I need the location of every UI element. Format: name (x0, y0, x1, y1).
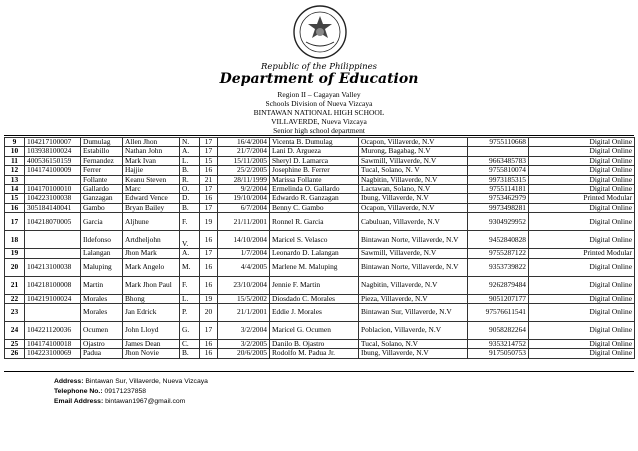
age-cell: 16 (200, 276, 218, 294)
row-number: 10 (5, 147, 25, 156)
lrn-cell: 104218070005 (25, 213, 81, 231)
footer-address: Address: Bintawan Sur, Villaverde, Nueva Vizcaya (54, 378, 208, 385)
age-cell: 17 (200, 249, 218, 258)
age-cell: 17 (200, 203, 218, 212)
address-cell: Tucal, Solano, N.V (359, 340, 468, 349)
middle-initial-cell: A. (180, 147, 200, 156)
school-name: BINTAWAN NATIONAL HIGH SCHOOL (253, 108, 385, 117)
row-number: 11 (5, 156, 25, 165)
lrn-cell (25, 249, 81, 258)
birthdate-cell: 14/10/2004 (218, 231, 270, 249)
first-name-cell: Edward Vence (123, 194, 180, 203)
modality-cell: Digital Online (529, 231, 635, 249)
lrn-cell: 104174100018 (25, 340, 81, 349)
guardian-cell: Jennie F. Martin (270, 276, 359, 294)
region-line: Region II – Cagayan Valley (277, 90, 361, 99)
contact-cell: 9753462979 (468, 194, 529, 203)
table-row (5, 147, 635, 156)
address-cell: Ocapon, Villaverde, N.V (359, 203, 468, 212)
contact-cell: 9051207177 (468, 294, 529, 303)
last-name-cell: Dumulag (81, 138, 123, 147)
middle-initial-cell: D. (180, 194, 200, 203)
contact-cell: 9353214752 (468, 340, 529, 349)
birthdate-cell: 3/2/2005 (218, 340, 270, 349)
middle-initial-cell: R. (180, 175, 200, 184)
guardian-cell: Diosdado C. Morales (270, 294, 359, 303)
town-line: VILLAVERDE, Nueva Vizcaya (271, 117, 367, 126)
contact-cell: 9755810074 (468, 166, 529, 175)
modality-cell: Digital Online (529, 294, 635, 303)
footer-email: Email Address: bintawan1967@gmail.com (54, 398, 186, 405)
middle-initial-cell: N. (180, 138, 200, 147)
birthdate-cell: 4/4/2005 (218, 258, 270, 276)
age-cell: 16 (200, 231, 218, 249)
address-cell: Sawmill, Villaverde, N.V (359, 249, 468, 258)
modality-cell: Digital Online (529, 185, 635, 194)
age-cell: 17 (200, 322, 218, 340)
table-row (5, 185, 635, 194)
middle-initial-cell: L. (180, 156, 200, 165)
lrn-cell: 305184140041 (25, 203, 81, 212)
modality-cell: Digital Online (529, 213, 635, 231)
row-number: 14 (5, 185, 25, 194)
table-row (5, 276, 635, 294)
age-cell: 21 (200, 175, 218, 184)
modality-cell: Digital Online (529, 147, 635, 156)
contact-cell: 9755114181 (468, 185, 529, 194)
table-row (5, 258, 635, 276)
contact-cell: 9973498281 (468, 203, 529, 212)
lrn-cell: 104221120036 (25, 322, 81, 340)
lrn-cell: 103938100024 (25, 147, 81, 156)
birthdate-cell: 19/10/2004 (218, 194, 270, 203)
table-row (5, 203, 635, 212)
table-row (5, 249, 635, 258)
modality-cell: Digital Online (529, 304, 635, 322)
guardian-cell: Eddie J. Morales (270, 304, 359, 322)
modality-cell: Printed Modular (529, 249, 635, 258)
row-number: 20 (5, 258, 25, 276)
row-number: 18 (5, 231, 25, 249)
age-cell: 16 (200, 166, 218, 175)
row-number: 24 (5, 322, 25, 340)
address-cell: Tucal, Solano, N. V (359, 166, 468, 175)
last-name-cell: Maluping (81, 258, 123, 276)
bottom-divider (4, 371, 634, 372)
address-cell: Murong, Bagabag, N.V (359, 147, 468, 156)
division-line: Schools Division of Nueva Vizcaya (265, 99, 373, 108)
age-cell: 16 (200, 340, 218, 349)
middle-initial-cell: B. (180, 203, 200, 212)
birthdate-cell: 16/4/2004 (218, 138, 270, 147)
address-cell: Lactawan, Solano, N.V (359, 185, 468, 194)
middle-initial-cell: M. (180, 258, 200, 276)
contact-cell: 9058282264 (468, 322, 529, 340)
birthdate-cell: 28/11/1999 (218, 175, 270, 184)
guardian-cell: Danilo B. Ojastro (270, 340, 359, 349)
first-name-cell: Hajjie (123, 166, 180, 175)
guardian-cell: Vicenta B. Dumulag (270, 138, 359, 147)
contact-cell: 9353739822 (468, 258, 529, 276)
last-name-cell: Ocumen (81, 322, 123, 340)
row-number: 16 (5, 203, 25, 212)
lrn-cell (25, 304, 81, 322)
middle-initial-cell: B. (180, 166, 200, 175)
last-name-cell: Ildefonso (81, 231, 123, 249)
table-row (5, 294, 635, 303)
first-name-cell: Nathan John (123, 147, 180, 156)
modality-cell: Digital Online (529, 203, 635, 212)
first-name-cell: Jan Edrick (123, 304, 180, 322)
lrn-cell: 104223100069 (25, 349, 81, 358)
guardian-cell: Rodolfo M. Padua Jr. (270, 349, 359, 358)
lrn-cell: 104174100009 (25, 166, 81, 175)
contact-cell: 9304929952 (468, 213, 529, 231)
age-cell: 17 (200, 147, 218, 156)
row-number: 25 (5, 340, 25, 349)
contact-cell (468, 147, 529, 156)
modality-cell: Digital Online (529, 322, 635, 340)
address-cell: Bintawan Sur, Villaverde, N.V (359, 304, 468, 322)
first-name-cell: Marc (123, 185, 180, 194)
row-number: 13 (5, 175, 25, 184)
lrn-cell: 104218100008 (25, 276, 81, 294)
first-name-cell: Mark Angelo (123, 258, 180, 276)
row-number: 23 (5, 304, 25, 322)
birthdate-cell: 15/5/2002 (218, 294, 270, 303)
lrn-cell: 104217100007 (25, 138, 81, 147)
modality-cell: Digital Online (529, 276, 635, 294)
birthdate-cell: 21/7/2004 (218, 147, 270, 156)
address-cell: Sawmill, Villaverde, N.V (359, 156, 468, 165)
guardian-cell: Edwardo R. Ganzagan (270, 194, 359, 203)
table-row (5, 138, 635, 147)
modality-cell: Digital Online (529, 340, 635, 349)
guardian-cell: Maricel S. Velasco (270, 231, 359, 249)
table-row (5, 166, 635, 175)
table-row (5, 349, 635, 358)
birthdate-cell: 23/10/2004 (218, 276, 270, 294)
modality-cell: Digital Online (529, 138, 635, 147)
age-cell: 17 (200, 138, 218, 147)
middle-initial-cell: L. (180, 294, 200, 303)
address-cell: Pieza, Villaverde, N.V (359, 294, 468, 303)
last-name-cell: Gallardo (81, 185, 123, 194)
address-cell: Ibung, Villaverde, N.V (359, 349, 468, 358)
row-number: 21 (5, 276, 25, 294)
row-number: 26 (5, 349, 25, 358)
contact-cell: 9755110668 (468, 138, 529, 147)
birthdate-cell: 9/2/2004 (218, 185, 270, 194)
middle-initial-cell: V. (180, 231, 200, 249)
footer-contact (54, 377, 208, 407)
last-name-cell: Ferrer (81, 166, 123, 175)
first-name-cell: Allen Jhon (123, 138, 180, 147)
address-cell: Bintawan Norte, Villaverde, N.V (359, 258, 468, 276)
address-cell: Ocapon, Villaverde, N.V (359, 138, 468, 147)
address-cell: Nagbitin, Villaverde, N.V (359, 276, 468, 294)
birthdate-cell: 20/6/2005 (218, 349, 270, 358)
footer-telephone: Telephone No.: 09171237858 (54, 388, 147, 395)
first-name-cell: Mark Jhon Paul (123, 276, 180, 294)
modality-cell: Printed Modular (529, 194, 635, 203)
birthdate-cell: 25/2/2005 (218, 166, 270, 175)
guardian-cell: Sheryl D. Lamarca (270, 156, 359, 165)
lrn-cell (25, 231, 81, 249)
row-number: 17 (5, 213, 25, 231)
row-number: 19 (5, 249, 25, 258)
last-name-cell: Martin (81, 276, 123, 294)
first-name-cell: Artdheljohn (123, 231, 180, 249)
first-name-cell: Jhon Novie (123, 349, 180, 358)
first-name-cell: Aljhune (123, 213, 180, 231)
department-line: Senior high school department (273, 126, 365, 135)
age-cell: 16 (200, 349, 218, 358)
last-name-cell: Ojastro (81, 340, 123, 349)
first-name-cell: James Dean (123, 340, 180, 349)
lrn-cell: 104170100010 (25, 185, 81, 194)
guardian-cell: Benny C. Gambo (270, 203, 359, 212)
modality-cell: Digital Online (529, 175, 635, 184)
birthdate-cell: 3/2/2004 (218, 322, 270, 340)
table-row (5, 304, 635, 322)
first-name-cell: Jhon Mark (123, 249, 180, 258)
address-cell: Ibung, Villaverde, N.V (359, 194, 468, 203)
guardian-cell: Leonardo D. Lalangan (270, 249, 359, 258)
age-cell: 19 (200, 213, 218, 231)
guardian-cell: Ronnel R. Garcia (270, 213, 359, 231)
department-name: Department of Education (219, 71, 419, 87)
table-row (5, 156, 635, 165)
row-number: 22 (5, 294, 25, 303)
age-cell: 17 (200, 185, 218, 194)
contact-cell: 9175050753 (468, 349, 529, 358)
deped-seal-icon (292, 4, 348, 60)
middle-initial-cell: O. (180, 185, 200, 194)
last-name-cell: Follante (81, 175, 123, 184)
row-number: 15 (5, 194, 25, 203)
guardian-cell: Ermelinda O. Gallardo (270, 185, 359, 194)
address-cell: Bintawan Norte, Villaverde, N.V (359, 231, 468, 249)
address-cell: Cabuluan, Villaverde, N.V (359, 213, 468, 231)
table-row (5, 340, 635, 349)
lrn-cell: 400536150159 (25, 156, 81, 165)
contact-cell: 9262879484 (468, 276, 529, 294)
age-cell: 16 (200, 258, 218, 276)
middle-initial-cell: P. (180, 304, 200, 322)
first-name-cell: Bryan Bailey (123, 203, 180, 212)
middle-initial-cell: G. (180, 322, 200, 340)
republic-line: Republic of the Philippines (260, 62, 378, 72)
table-row (5, 322, 635, 340)
lrn-cell: 104213100038 (25, 258, 81, 276)
middle-initial-cell: A. (180, 249, 200, 258)
contact-cell: 9663485783 (468, 156, 529, 165)
student-roster-table (4, 137, 635, 359)
guardian-cell: Marissa Follante (270, 175, 359, 184)
contact-cell: 9973185315 (468, 175, 529, 184)
age-cell: 16 (200, 194, 218, 203)
contact-cell: 9755287122 (468, 249, 529, 258)
last-name-cell: Gambo (81, 203, 123, 212)
last-name-cell: Garcia (81, 213, 123, 231)
birthdate-cell: 21/11/2001 (218, 213, 270, 231)
modality-cell: Digital Online (529, 156, 635, 165)
lrn-cell: 104219100024 (25, 294, 81, 303)
modality-cell: Digital Online (529, 349, 635, 358)
lrn-cell (25, 175, 81, 184)
middle-initial-cell: B. (180, 349, 200, 358)
last-name-cell: Padua (81, 349, 123, 358)
last-name-cell: Lalangan (81, 249, 123, 258)
guardian-cell: Josephine B. Ferrer (270, 166, 359, 175)
table-row (5, 213, 635, 231)
birthdate-cell: 1/7/2004 (218, 249, 270, 258)
first-name-cell: Bhong (123, 294, 180, 303)
birthdate-cell: 6/7/2004 (218, 203, 270, 212)
guardian-cell: Marlene M. Maluping (270, 258, 359, 276)
guardian-cell: Lani D. Argueza (270, 147, 359, 156)
last-name-cell: Estabillo (81, 147, 123, 156)
birthdate-cell: 15/11/2005 (218, 156, 270, 165)
modality-cell: Digital Online (529, 258, 635, 276)
middle-initial-cell: F. (180, 276, 200, 294)
top-divider (4, 135, 634, 136)
first-name-cell: Mark Ivan (123, 156, 180, 165)
address-cell: Poblacion, Villaverde, N.V (359, 322, 468, 340)
birthdate-cell: 21/1/2001 (218, 304, 270, 322)
modality-cell: Digital Online (529, 166, 635, 175)
last-name-cell: Fernandez (81, 156, 123, 165)
contact-cell: 9452840828 (468, 231, 529, 249)
address-cell: Nagbitin, Villaverde, N.V (359, 175, 468, 184)
middle-initial-cell: C. (180, 340, 200, 349)
last-name-cell: Morales (81, 294, 123, 303)
guardian-cell: Maricel G. Ocumen (270, 322, 359, 340)
age-cell: 19 (200, 294, 218, 303)
age-cell: 15 (200, 156, 218, 165)
table-row (5, 175, 635, 184)
contact-cell: 97576611541 (468, 304, 529, 322)
first-name-cell: John Lloyd (123, 322, 180, 340)
age-cell: 20 (200, 304, 218, 322)
last-name-cell: Ganzagan (81, 194, 123, 203)
first-name-cell: Keanu Steven (123, 175, 180, 184)
row-number: 9 (5, 138, 25, 147)
row-number: 12 (5, 166, 25, 175)
table-row (5, 231, 635, 249)
last-name-cell: Morales (81, 304, 123, 322)
middle-initial-cell: F. (180, 213, 200, 231)
lrn-cell: 104223100038 (25, 194, 81, 203)
table-row (5, 194, 635, 203)
